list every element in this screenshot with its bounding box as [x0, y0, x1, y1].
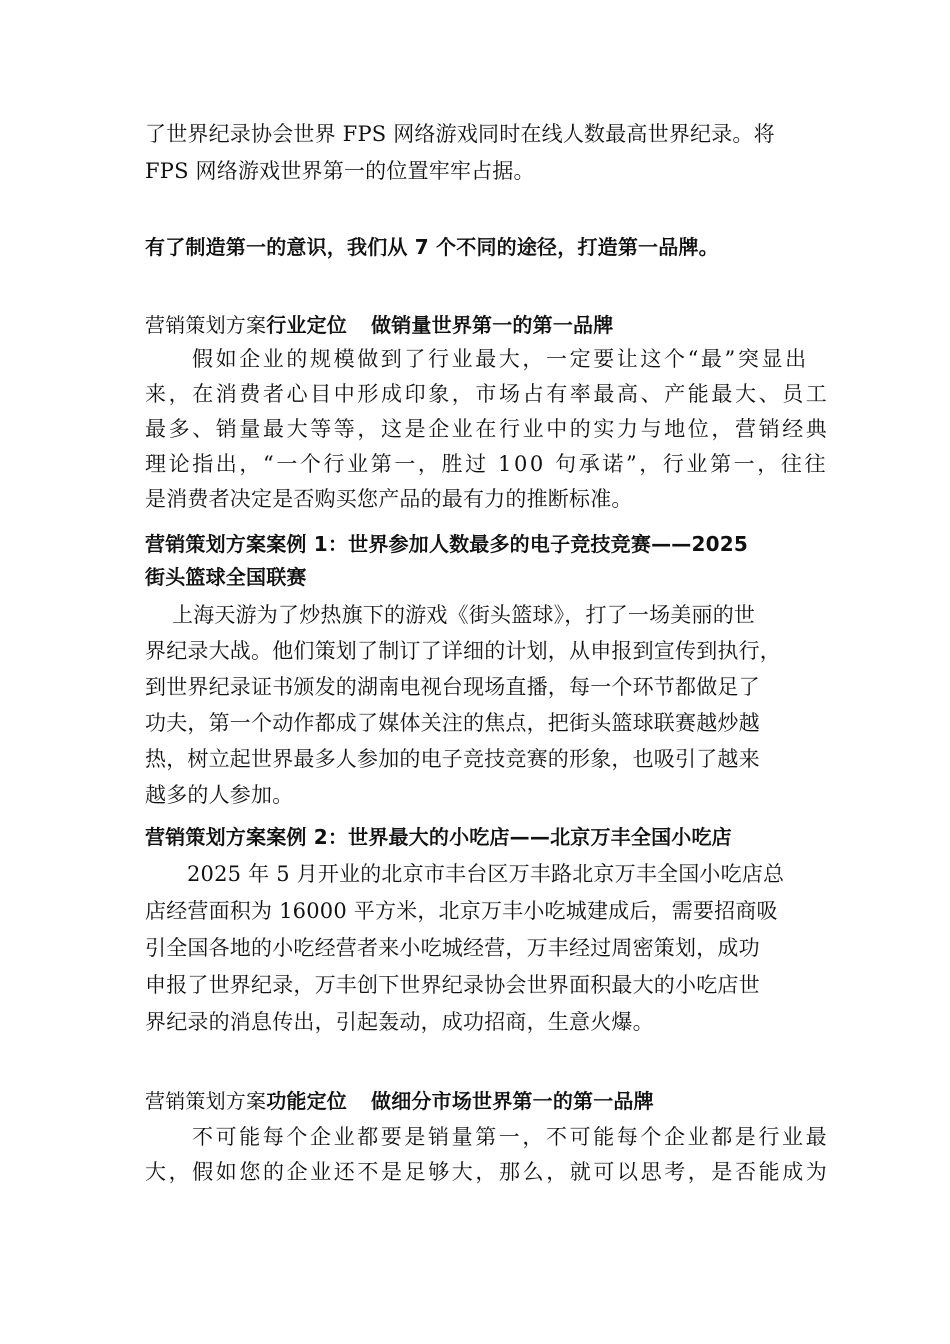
paragraph-line: 最多、销量最大等等，这是企业在行业中的实力与地位，营销经典 — [145, 417, 830, 441]
paragraph-line: 到世界纪录证书颁发的湖南电视台现场直播，每一个环节都做足了 — [145, 675, 760, 699]
case-1-title-line-1: 营销策划方案案例 1：世界参加人数最多的电子竞技竞赛——2025 — [145, 532, 748, 556]
heading-subtitle: 做销量世界第一的第一品牌 — [371, 313, 614, 337]
paragraph-line: 界纪录的消息传出，引起轰动，成功招商，生意火爆。 — [145, 1010, 654, 1034]
paragraph-line: 是消费者决定是否购买您产品的最有力的推断标准。 — [145, 487, 633, 511]
paragraph-line: 界纪录大战。他们策划了制订了详细的计划，从申报到宣传到执行， — [145, 639, 781, 663]
case-2-title: 营销策划方案案例 2：世界最大的小吃店——北京万丰全国小吃店 — [145, 825, 732, 849]
key-statement: 有了制造第一的意识，我们从 7 个不同的途径，打造第一品牌。 — [145, 235, 719, 259]
paragraph-line: 功夫，第一个动作都成了媒体关注的焦点，把街头篮球联赛越炒越 — [145, 711, 760, 735]
heading-title: 行业定位 — [266, 313, 348, 337]
intro-line-2: FPS 网络游戏世界第一的位置牢牢占据。 — [145, 159, 535, 183]
paragraph-line: 热，树立起世界最多人参加的电子竞技竞赛的形象，也吸引了越来 — [145, 747, 760, 771]
intro-line-1: 了世界纪录协会世界 FPS 网络游戏同时在线人数最高世界纪录。将 — [145, 122, 775, 146]
paragraph-line: 大，假如您的企业还不是足够大，那么，就可以思考，是否能成为 — [145, 1160, 830, 1184]
section-heading-function-positioning — [145, 1086, 654, 1116]
paragraph-line: 申报了世界纪录，万丰创下世界纪录协会世界面积最大的小吃店世 — [145, 973, 760, 997]
heading-title: 功能定位 — [266, 1089, 348, 1113]
heading-subtitle: 做细分市场世界第一的第一品牌 — [371, 1089, 654, 1113]
paragraph-line: 来，在消费者心目中形成印象，市场占有率最高、产能最大、员工 — [145, 382, 830, 406]
paragraph-line: 引全国各地的小吃经营者来小吃城经营，万丰经过周密策划，成功 — [145, 936, 760, 960]
paragraph-line: 店经营面积为 16000 平方米，北京万丰小吃城建成后，需要招商吸 — [145, 899, 778, 923]
paragraph-line: 不可能每个企业都要是销量第一，不可能每个企业都是行业最 — [192, 1125, 830, 1149]
paragraph-line: 2025 年 5 月开业的北京市丰台区万丰路北京万丰全国小吃店总 — [187, 862, 785, 886]
paragraph-line: 理论指出，“一个行业第一，胜过 100 句承诺”，行业第一，往往 — [145, 452, 829, 476]
case-1-title-line-2: 街头篮球全国联赛 — [145, 565, 307, 589]
heading-prefix: 营销策划方案 — [145, 313, 267, 337]
heading-prefix: 营销策划方案 — [145, 1089, 267, 1113]
paragraph-line: 越多的人参加。 — [145, 783, 294, 807]
paragraph-line: 假如企业的规模做到了行业最大，一定要让这个“最”突显出 — [192, 347, 809, 371]
paragraph-line: 上海天游为了炒热旗下的游戏《街头篮球》，打了一场美丽的世 — [172, 603, 756, 627]
section-heading-industry-positioning — [145, 310, 613, 340]
